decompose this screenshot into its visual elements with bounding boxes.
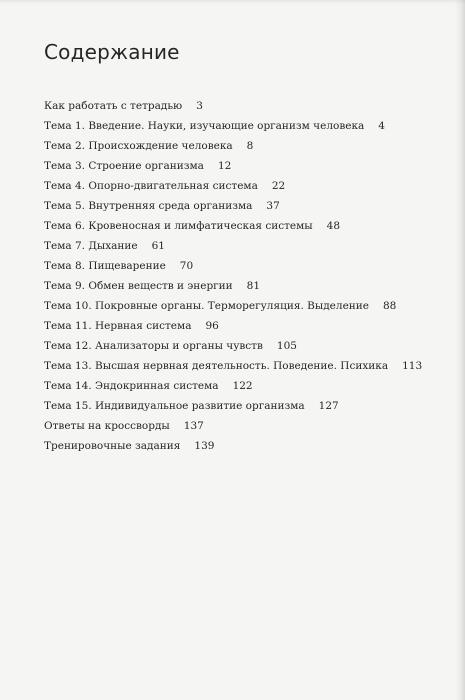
toc-entry[interactable]: [44, 316, 454, 336]
toc-entry[interactable]: [44, 96, 454, 116]
toc-entry-title: Тема 7. Дыхание: [44, 240, 138, 252]
toc-entry-title: Тема 12. Анализаторы и органы чувств: [44, 340, 263, 352]
toc-entry[interactable]: [44, 356, 454, 376]
page-title: Содержание: [44, 40, 180, 64]
toc-list: [44, 96, 454, 456]
toc-entry-page: 37: [266, 200, 280, 212]
toc-entry-title: Тема 3. Строение организма: [44, 160, 204, 172]
toc-entry[interactable]: [44, 256, 454, 276]
toc-entry[interactable]: [44, 336, 454, 356]
toc-entry[interactable]: [44, 436, 454, 456]
toc-entry-page: 3: [196, 100, 203, 112]
toc-entry[interactable]: [44, 276, 454, 296]
toc-entry-title: Как работать с тетрадью: [44, 100, 183, 112]
toc-entry-title: Ответы на кроссворды: [44, 420, 170, 432]
toc-entry-page: 88: [383, 300, 397, 312]
toc-entry-title: Тренировочные задания: [44, 440, 181, 452]
toc-entry-title: Тема 8. Пищеварение: [44, 260, 166, 272]
toc-entry-title: Тема 10. Покровные органы. Терморегуляция. Выделение: [44, 300, 369, 312]
toc-entry-page: 137: [183, 420, 204, 432]
toc-entry[interactable]: [44, 216, 454, 236]
toc-entry[interactable]: [44, 296, 454, 316]
toc-entry-page: 61: [151, 240, 165, 252]
toc-entry[interactable]: [44, 376, 454, 396]
toc-entry-title: Тема 9. Обмен веществ и энергии: [44, 280, 233, 292]
toc-entry-title: Тема 6. Кровеносная и лимфатическая системы: [44, 220, 313, 232]
toc-entry-title: Тема 5. Внутренняя среда организма: [44, 200, 253, 212]
toc-entry[interactable]: [44, 416, 454, 436]
toc-entry-title: Тема 4. Опорно-двигательная система: [44, 180, 258, 192]
toc-entry-title: Тема 14. Эндокринная система: [44, 380, 219, 392]
toc-entry-page: 105: [276, 340, 297, 352]
toc-entry-page: 81: [246, 280, 261, 292]
toc-entry[interactable]: [44, 116, 454, 136]
toc-entry[interactable]: [44, 136, 454, 156]
toc-entry-title: Тема 15. Индивидуальное развитие организма: [44, 400, 305, 412]
toc-entry-page: 70: [179, 260, 194, 272]
toc-entry-title: Тема 11. Нервная система: [44, 320, 192, 332]
toc-entry-page: 8: [246, 140, 254, 152]
table-of-contents: [44, 38, 454, 456]
toc-entry-page: 12: [217, 160, 232, 172]
toc-entry-page: 127: [318, 400, 339, 412]
toc-entry[interactable]: [44, 196, 454, 216]
toc-entry[interactable]: [44, 236, 454, 256]
toc-entry-title: Тема 13. Высшая нервная деятельность. Поведение. Психика: [44, 360, 389, 372]
toc-entry-page: 139: [194, 440, 215, 452]
toc-entry-title: Тема 2. Происхождение человека: [44, 140, 233, 152]
toc-entry[interactable]: [44, 176, 454, 196]
toc-entry-page: 96: [205, 320, 219, 332]
toc-entry-page: 122: [232, 380, 253, 392]
page-top-shadow: [0, 0, 465, 4]
toc-entry[interactable]: [44, 156, 454, 176]
toc-entry-title: Тема 1. Введение. Науки, изучающие организм человека: [44, 120, 365, 132]
toc-entry-page: 22: [271, 180, 286, 192]
toc-entry[interactable]: [44, 396, 454, 416]
toc-entry-page: 4: [378, 120, 385, 132]
page-right-shadow: [455, 0, 465, 700]
toc-entry-page: 48: [326, 220, 341, 232]
toc-entry-page: 113: [402, 360, 423, 372]
